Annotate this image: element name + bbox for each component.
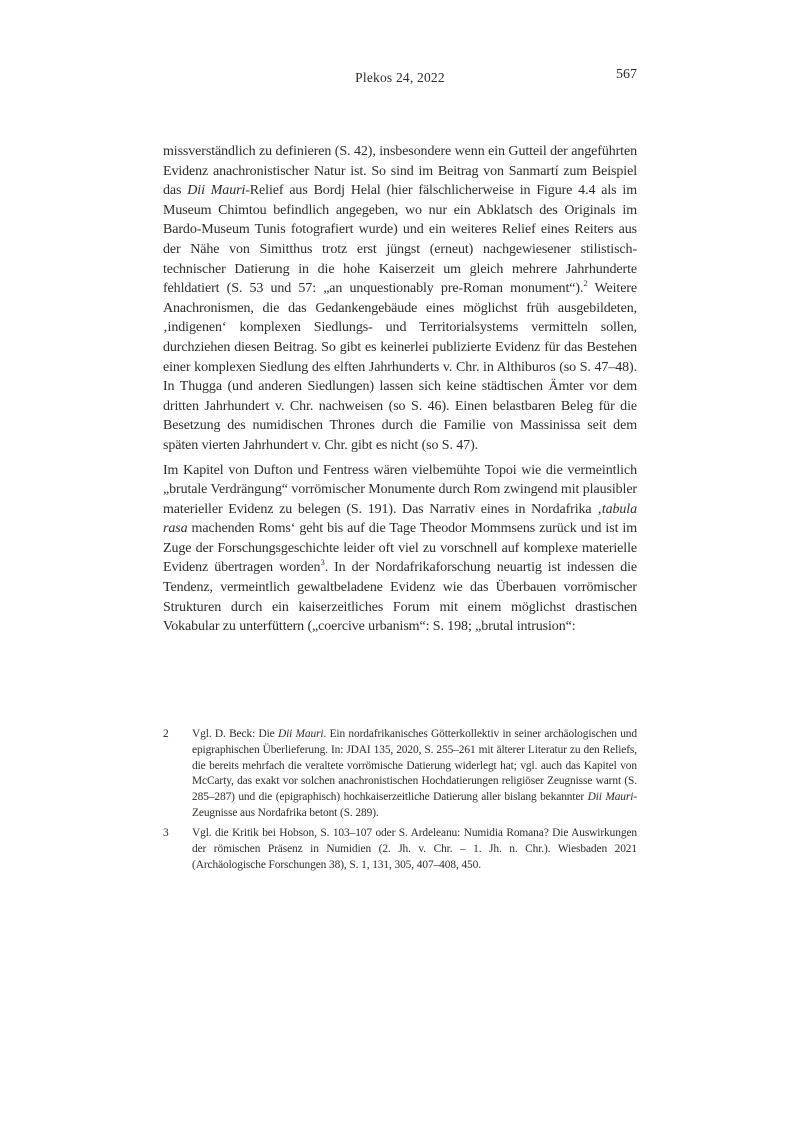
footnote-item [163, 727, 637, 822]
footnotes [163, 727, 637, 874]
footnote-item [163, 826, 637, 873]
running-head [163, 67, 637, 86]
paragraph-1: missverständlich zu definieren (S. 42), insbesondere wenn ein Gutteil der angeführten Evidenz anachronistischer Natur ist. So sind im Beitrag von Sanmartí zum Beispiel das Dii Mauri-Relief aus Bordj Helal (hier fälschlicherweise in Figure 4.4 als im Museum Chimtou befindlich angegeben, wo nur ein Abklatsch des Originals im Bardo-Museum Tunis fotografiert wurde) und ein weiteres Relief eines Reiters aus der Nähe von Simitthus trotz erst jüngst (erneut) nachgewiesener stilistisch-technischer Datierung in die hohe Kaiserzeit um gleich mehrere Jahrhunderte fehldatiert (S. 53 und 57: „an unquestionably pre-Roman monument“).$^2$ Weitere Anachronismen, die das Gedankengebäude eines möglichst früh ausgebildeten, ‚indigenen‘ komplexen Siedlungs- und Territorialsystems vermitteln sollen, durchziehen diesen Beitrag. So gibt es keinerlei publizierte Evidenz für das Bestehen einer komplexen Siedlung des elften Jahrhunderts v. Chr. in Althiburos (so S. 47–48). In Thugga (und anderen Siedlungen) lassen sich keine städtischen Ämter vor dem dritten Jahrhundert v. Chr. nachweisen (so S. 46). Einen belastbaren Beleg für die Besetzung des numidischen Thrones durch die Familie von Massinissa seit dem späten vierten Jahrhundert v. Chr. gibt es nicht (so S. 47). [163, 144, 638, 453]
paragraph-2: Im Kapitel von Dufton und Fentress wären vielbemühte Topoi wie die vermeintlich „brutale Verdrängung“ vorrömischer Monumente durch Rom zwingend mit plausibler materieller Evidenz zu belegen (S. 191). Das Narrativ eines in Nordafrika ‚tabula rasa machenden Roms‘ geht bis auf die Tage Theodor Mommsens zurück und ist im Zuge der Forschungsgeschichte leider oft viel zu vorschnell auf komplexe materielle Evidenz übertragen worden$^3$. In der Nordafrikaforschung neuartig ist indessen die Tendenz, vermeintlich gewaltbeladene Evidenz wie das Überbauen vorrömischer Strukturen durch ein kaiserzeitliches Forum mit einem möglichst drastischen Vokabular zu unterfüttern („coercive urbanism“: S. 198; „brutal intrusion“: [163, 462, 637, 635]
page-number: 567 [616, 67, 637, 82]
body-text [163, 142, 637, 637]
footnote-text: Vgl. D. Beck: Die Dii Mauri. Ein nordafrikanisches Götterkollektiv in seiner archäologischen und epigraphischen Überlieferung. In: JDAI 135, 2020, S. 255–261 mit älterer Literatur zu den Reliefs, die bereits mehrfach die veraltete vorrömische Datierung widerlegt hat; vgl. auch das Kapitel von McCarty, das exakt vor solchen anachronistischen Hochdatierungen religiöser Zeugnisse warnt (S. 285–287) und die (epigraphisch) hochkaiserzeitliche Datierung aller bislang bekannter Dii Mauri-Zeugnisse aus Nordafrika betont (S. 289). [192, 728, 637, 819]
footnote-number: 2 [163, 728, 169, 740]
footnote-text: Vgl. die Kritik bei Hobson, S. 103–107 oder S. Ardeleanu: Numidia Romana? Die Auswirkungen der römischen Präsenz in Numidien (2. Jh. v. Chr. – 1. Jh. n. Chr.). Wiesbaden 2021 (Archäologische Forschungen 38), S. 1, 131, 305, 407–408, 450. [192, 827, 637, 871]
footnote-number: 3 [163, 827, 169, 840]
journal-title: Plekos 24, 2022 [355, 70, 445, 85]
